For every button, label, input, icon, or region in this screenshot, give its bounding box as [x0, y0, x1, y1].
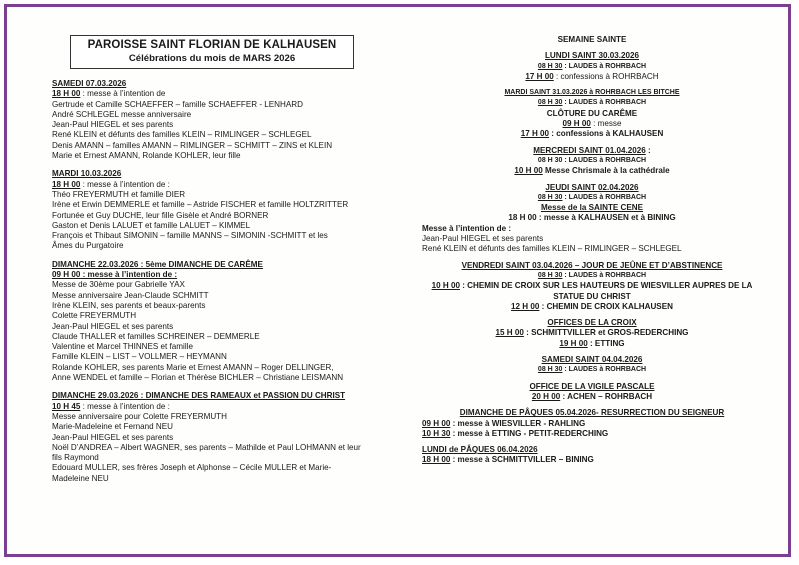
mass-time-line: 18 H 00 : messe à l’intention de :: [52, 179, 170, 189]
schedule-line: 08 H 30 : LAUDES à ROHRBACH: [537, 271, 647, 279]
intention-line: Denis AMANN – familles AMANN – RIMLINGER – SCHMITT – ZINS et KLEIN: [52, 140, 333, 150]
schedule-line: 10 H 00 Messe Chrismale à la cathédrale: [514, 166, 670, 176]
schedule-line: 08 H 30 : LAUDES à ROHRBACH: [537, 99, 647, 107]
schedule-line: 17 H 00 : confessions à KALHAUSEN: [520, 129, 664, 139]
section-vigile-pascale: [422, 382, 762, 403]
section-lundi-saint: [422, 51, 762, 82]
schedule-line: 09 H 00 : messe à WIESVILLER - RAHLING: [422, 418, 586, 428]
intention-line: André SCHLEGEL messe anniversaire: [52, 109, 192, 119]
section-mercredi-saint: [422, 146, 762, 177]
intention-line: Irène KLEIN, ses parents et beaux-parents: [52, 300, 206, 310]
section-samedi-07: [52, 79, 402, 161]
page-title: PAROISSE SAINT FLORIAN DE KALHAUSEN: [87, 39, 337, 51]
section-heading: VENDREDI SAINT 03.04.2026 – JOUR DE JEÛNE ET D’ABSTINENCE: [461, 260, 723, 270]
schedule-line: 12 H 00 : CHEMIN DE CROIX KALHAUSEN: [511, 301, 673, 311]
section-samedi-saint: [422, 355, 762, 376]
section-lundi-paques: [422, 445, 762, 466]
section-heading: MARDI SAINT 31.03.2026 à ROHRBACH LES BITCHE: [504, 89, 680, 97]
intention-line: Messe de 30ème pour Gabrielle YAX: [52, 280, 185, 290]
section-heading: DIMANCHE 29.03.2026 : DIMANCHE DES RAMEAUX et PASSION DU CHRIST: [52, 391, 346, 401]
intention-line: Âmes du Purgatoire: [52, 241, 124, 251]
semaine-sainte-title: [422, 35, 762, 45]
section-dimanche-22: [52, 260, 402, 384]
intention-line: Gertrude et Camille SCHAEFFER – famille SCHAEFFER - LENHARD: [52, 99, 303, 109]
intention-line: fils Raymond: [52, 453, 99, 463]
intention-line: Rolande KOHLER, ses parents Marie et Ernest AMANN – Roger DELLINGER,: [52, 362, 334, 372]
schedule-line: 20 H 00 : ACHEN – ROHRBACH: [531, 391, 653, 401]
section-heading: DIMANCHE DE PÂQUES 05.04.2026- RESURRECTION DU SEIGNEUR: [459, 408, 725, 418]
schedule-line: 15 H 00 : SCHMITTVILLER et GROS-REDERCHING: [495, 328, 689, 338]
section-dimanche-paques: [422, 408, 762, 439]
schedule-line: 08 H 30 : LAUDES à ROHRBACH: [537, 62, 647, 70]
schedule-line: 09 H 00 : messe: [562, 119, 622, 129]
schedule-line: 10 H 00 : CHEMIN DE CROIX SUR LES HAUTEURS DE WIESVILLER AUPRES DE LA: [431, 281, 753, 291]
right-column: [422, 35, 762, 472]
schedule-line: 17 H 00 : confessions à ROHRBACH: [525, 71, 659, 81]
section-subheading: Messe de la SAINTE CENE: [540, 203, 644, 213]
intention-line: Jean-Paul HIEGEL et ses parents: [422, 234, 544, 244]
intention-line: Claude THALLER et familles SCHREINER – DEMMERLE: [52, 331, 260, 341]
intention-line: Marie et Ernest AMANN, Rolande KOHLER, leur fille: [52, 151, 241, 161]
intention-heading: Messe à l’intention de :: [422, 223, 512, 233]
schedule-line: 08 H 30 : LAUDES à ROHRBACH: [537, 193, 647, 201]
title-box: [70, 35, 354, 69]
section-heading: SAMEDI 07.03.2026: [52, 79, 127, 88]
intention-line: Valentine et Marcel THINNES et famille: [52, 342, 193, 352]
page-subtitle: Célébrations du mois de MARS 2026: [128, 53, 296, 64]
intention-line: Irène et Erwin DEMMERLE et famille – Astride FISCHER et famille HOLTZRITTER: [52, 200, 349, 210]
intention-line: Famille KLEIN – LIST – VOLLMER – HEYMANN: [52, 352, 227, 362]
mass-time-line: 10 H 45 : messe à l’intention de :: [52, 401, 170, 411]
section-subheading: CLÔTURE DU CARÊME: [546, 108, 638, 118]
intention-line: François et Thibaut SIMONIN – famille MANNS – SIMONIN -SCHMITT et les: [52, 231, 328, 241]
mass-time-line: 09 H 00 : messe à l’intention de :: [52, 270, 178, 280]
intention-line: Madeleine NEU: [52, 473, 109, 483]
intention-line: Edouard MULLER, ses frères Joseph et Alphonse – Cécile MULLER et Marie-: [52, 463, 332, 473]
intention-line: Messe anniversaire Jean-Claude SCHMITT: [52, 290, 209, 300]
section-heading: LUNDI de PÂQUES 06.04.2026: [422, 445, 538, 455]
mass-time-line: 18 H 00 : messe à l’intention de: [52, 89, 166, 99]
intention-line: René KLEIN et défunts des familles KLEIN – RIMLINGER – SCHLEGEL: [422, 244, 682, 254]
schedule-line: 10 H 30 : messe à ETTING - PETIT-REDERCHING: [422, 428, 609, 438]
schedule-line: 18 H 00 : messe à SCHMITTVILLER – BINING: [422, 455, 594, 465]
section-heading: LUNDI SAINT 30.03.2026: [544, 51, 639, 61]
page-frame: [4, 4, 791, 557]
section-heading: DIMANCHE 22.03.2026 : 5ème DIMANCHE DE CARÊME: [52, 259, 263, 269]
left-column: [52, 35, 402, 492]
section-heading: OFFICE DE LA VIGILE PASCALE: [529, 381, 655, 391]
intention-line: Messe anniversaire pour Colette FREYERMUTH: [52, 411, 227, 421]
section-heading: OFFICES DE LA CROIX: [547, 318, 637, 328]
intention-line: Théo FREYERMUTH et famille DIER: [52, 189, 186, 199]
intention-line: Gaston et Denis LALUET et famille LALUET – KIMMEL: [52, 220, 251, 230]
schedule-line: 08 H 30 : LAUDES à ROHRBACH: [537, 156, 647, 164]
schedule-line: 08 H 30 : LAUDES à ROHRBACH: [537, 366, 647, 374]
intention-line: Fortunée et Guy DUCHE, leur fille Gisèle et André BORNER: [52, 210, 269, 220]
intention-line: Jean-Paul HIEGEL et ses parents: [52, 321, 174, 331]
section-vendredi-saint: [422, 261, 762, 312]
intention-line: Jean-Paul HIEGEL et ses parents: [52, 120, 174, 130]
schedule-line: 19 H 00 : ETTING: [559, 338, 625, 348]
section-heading: MARDI 10.03.2026: [52, 169, 122, 179]
section-heading: MERCREDI SAINT 01.04.2026 :: [533, 145, 651, 155]
section-heading: JEUDI SAINT 02.04.2026: [545, 182, 639, 192]
section-offices-croix: [422, 318, 762, 349]
section-mardi-10: [52, 169, 402, 251]
schedule-line-continued: STATUE DU CHRIST: [553, 291, 631, 301]
section-dimanche-29: [52, 391, 402, 484]
intention-line: Colette FREYERMUTH: [52, 311, 137, 321]
intention-line: Noël D’ANDREA – Albert WAGNER, ses parents – Mathilde et Paul LOHMANN et leur: [52, 442, 361, 452]
intention-line: Marie-Madeleine et Fernand NEU: [52, 422, 174, 432]
section-heading: SAMEDI SAINT 04.04.2026: [541, 355, 643, 365]
intention-line: Jean-Paul HIEGEL et ses parents: [52, 432, 174, 442]
intention-line: Anne WENDEL et famille – Florian et Thérèse BICHLER – Christiane LEISMANN: [52, 373, 344, 383]
semaine-sainte-heading: SEMAINE SAINTE: [557, 35, 627, 44]
schedule-line: 18 H 00 : messe à KALHAUSEN et à BINING: [508, 213, 676, 223]
section-mardi-saint: [422, 88, 762, 139]
intention-line: René KLEIN et défunts des familles KLEIN – RIMLINGER – SCHLEGEL: [52, 130, 312, 140]
section-jeudi-saint: [422, 183, 762, 255]
